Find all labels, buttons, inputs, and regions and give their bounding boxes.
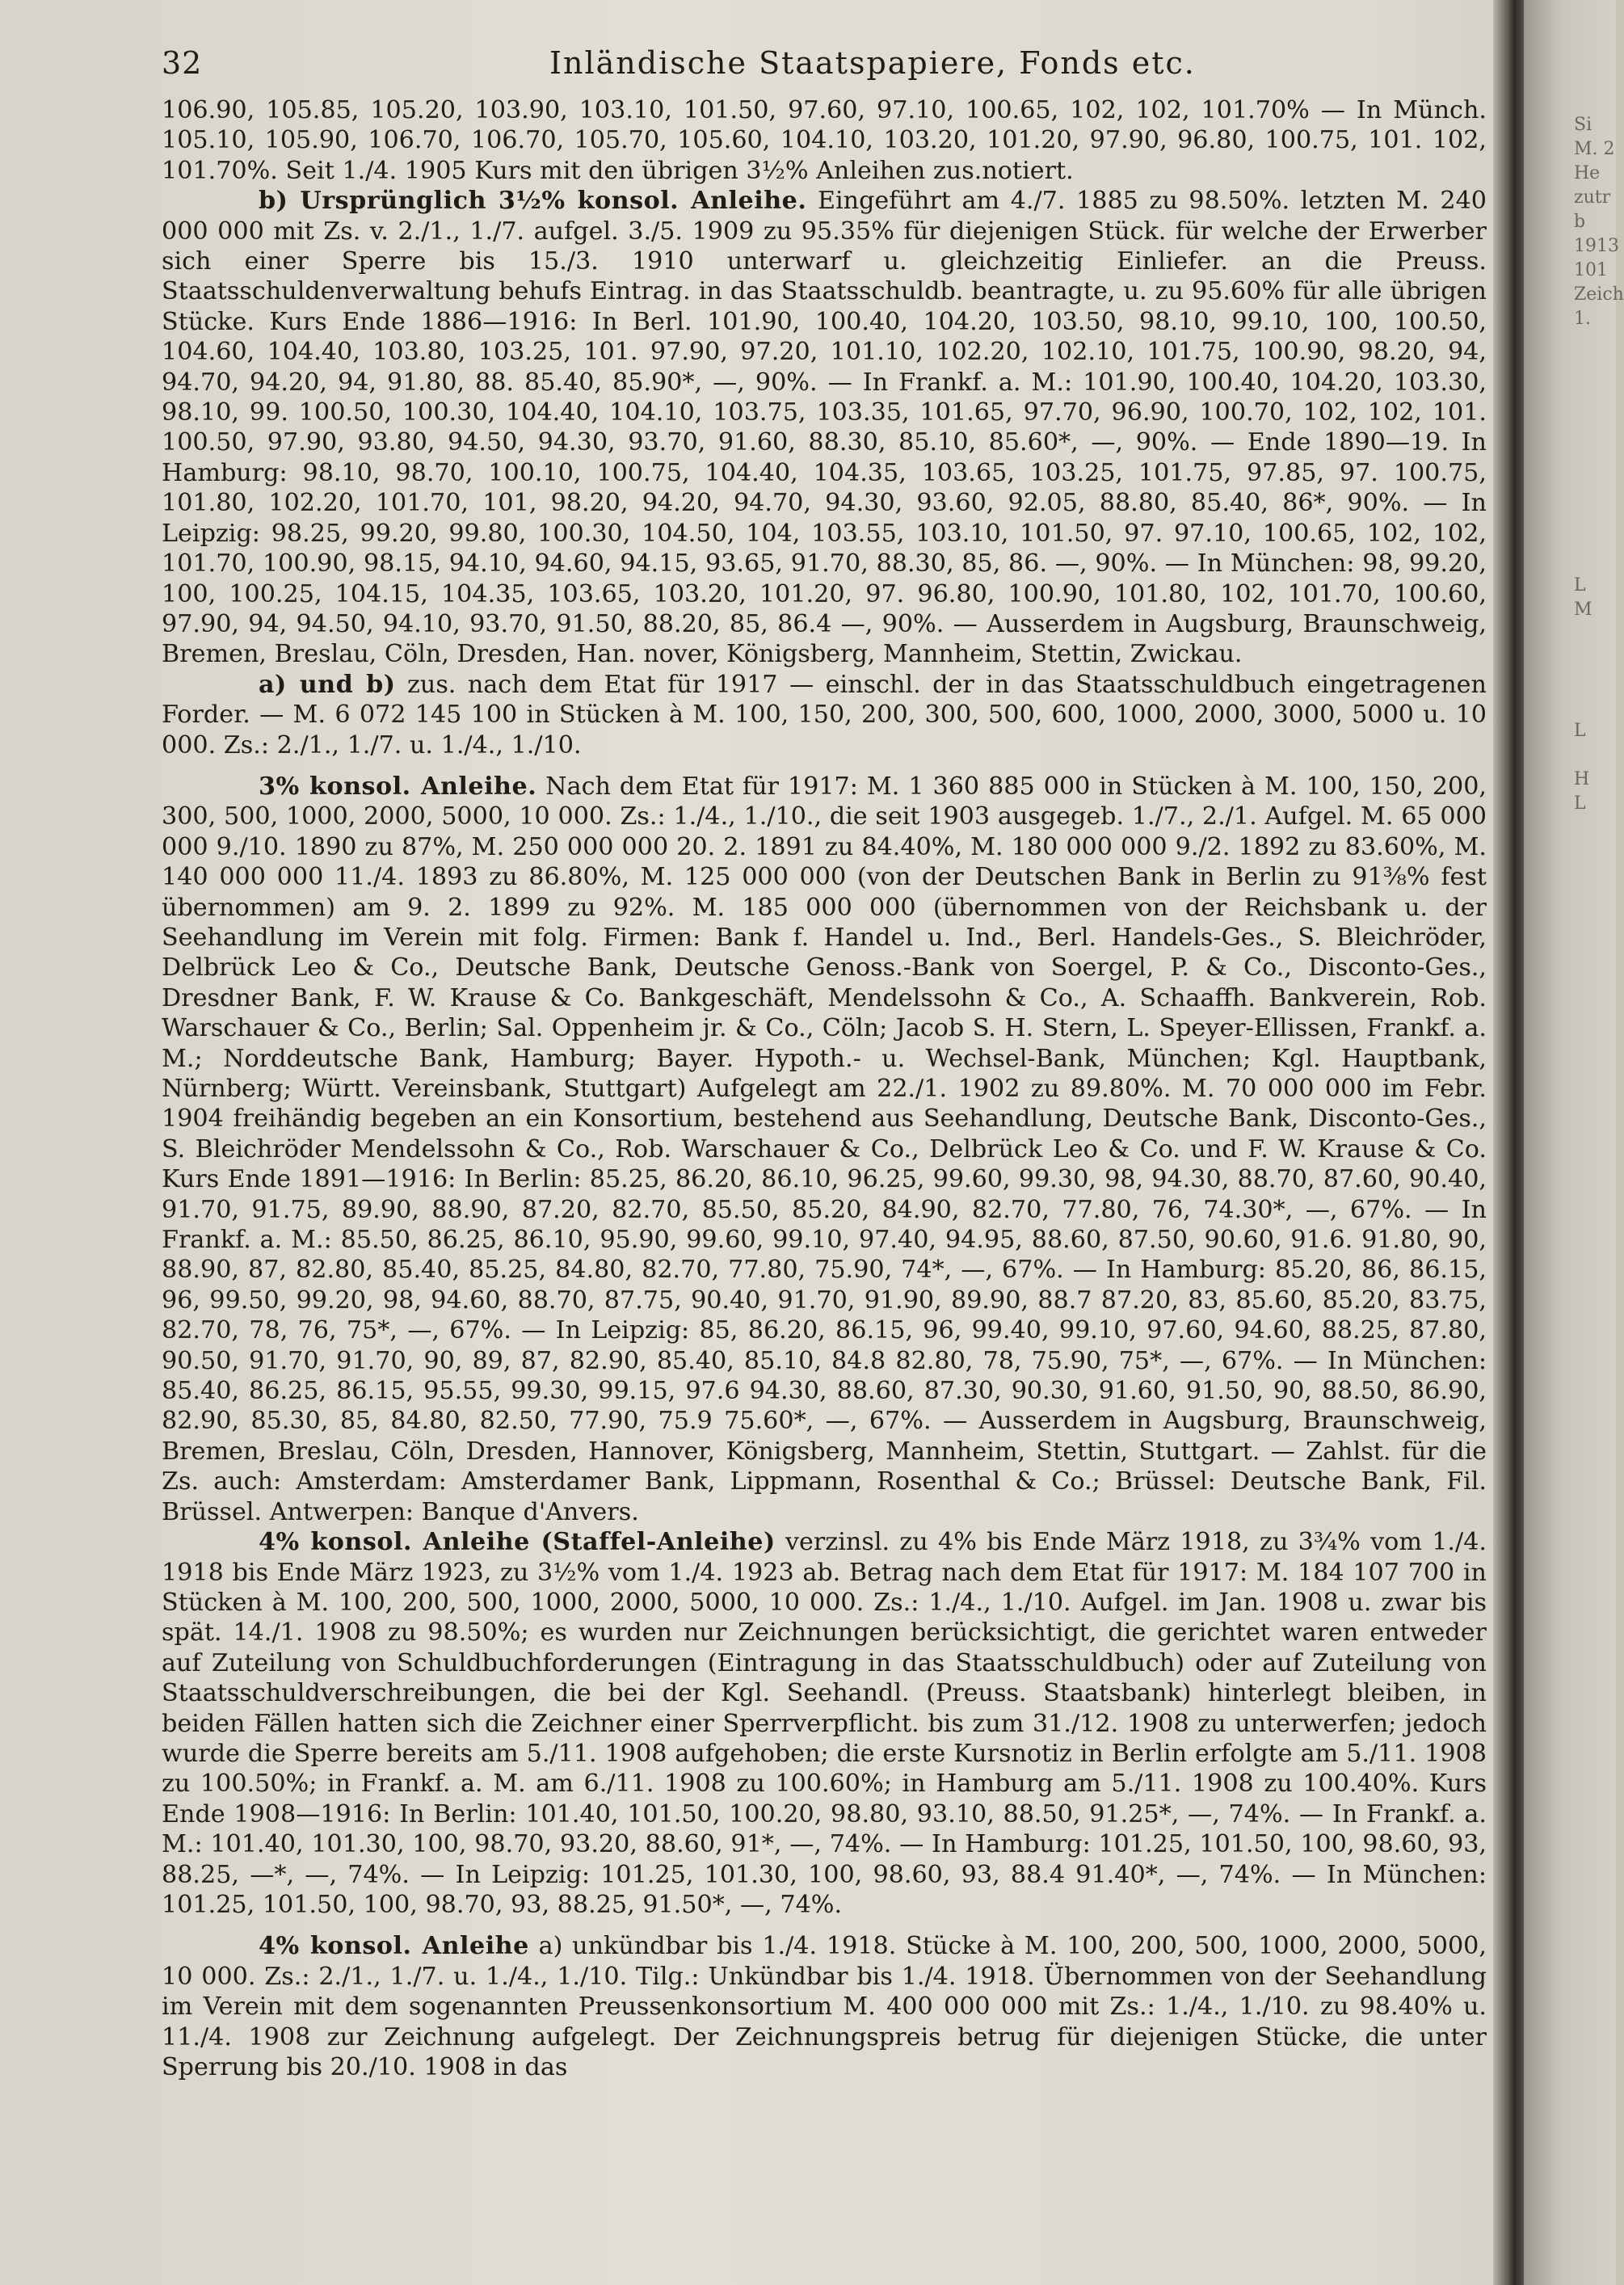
paragraph-4-percent-staffel-loan xyxy=(162,1527,1487,1920)
facing-page-edge xyxy=(1524,0,1624,2285)
paragraph-text: Nach dem Etat für 1917: M. 1 360 885 000 in Stücken à M. 100, 150, 200, 300, 500, 1000, 2000, 5000, 10 000. Zs.: 1./4., 1./10., die seit 1903 ausgegeb. 1./7., 2./1. Aufgel. M. 65 000 000 9./10. 1890 zu 87%, M. 250 000 000 20. 2. 1891 zu 84.40%, M. 180 000 000 9./2. 1892 zu 83.60%, M. 140 000 000 11./4. 1893 zu 86.80%, M. 125 000 000 (von der Deutschen Bank in Berlin zu 91⅜% fest übernommen) am 9. 2. 1899 zu 92%. M. 185 000 000 (übernommen von der Reichsbank u. der Seehandlung im Verein mit folg. Firmen: Bank f. Handel u. Ind., Berl. Handels-Ges., S. Bleichröder, Delbrück Leo & Co., Deutsche Bank, Deutsche Genoss.-Bank von Soergel, P. & Co., Disconto-Ges., Dresdner Bank, F. W. Krause & Co. Bankgeschäft, Mendelssohn & Co., A. Schaaffh. Bankverein, Rob. Warschauer & Co., Berlin; Sal. Oppenheim jr. & Co., Cöln; Jacob S. H. Stern, L. Speyer-Ellissen, Frankf. a. M.; Norddeutsche Bank, Hamburg; Bayer. Hypoth.- u. Wechsel-Bank, München; Kgl. Hauptbank, Nürnberg; Württ. Vereinsbank, Stuttgart) Aufgelegt am 22./1. 1902 zu 89.80%. M. 70 000 000 im Febr. 1904 freihändig begeben an ein Konsortium, bestehend aus Seehandlung, Deutsche Bank, Disconto-Ges., S. Bleichröder Mendelssohn & Co., Rob. Warschauer & Co., Delbrück Leo & Co. und F. W. Krause & Co. Kurs Ende 1891—1916: In Berlin: 85.25, 86.20, 86.10, 96.25, 99.60, 99.30, 98, 94.30, 88.70, 87.60, 90.40, 91.70, 91.75, 89.90, 88.90, 87.20, 82.70, 85.50, 85.20, 84.90, 82.70, 77.80, 76, 74.30*, —, 67%. — In Frankf. a. M.: 85.50, 86.25, 86.10, 95.90, 99.60, 99.10, 97.40, 94.95, 88.60, 87.50, 90.60, 91.6. 91.80, 90, 88.90, 87, 82.80, 85.40, 85.25, 84.80, 82.70, 77.80, 75.90, 74*, —, 67%. — In Hamburg: 85.20, 86, 86.15, 96, 99.50, 99.20, 98, 94.60, 88.70, 87.75, 90.40, 91.70, 91.90, 89.90, 88.7 87.20, 83, 85.60, 85.20, 83.75, 82.70, 78, 76, 75*, —, 67%. — In Leipzig: 85, 86.20, 86.15, 96, 99.40, 99.10, 97.60, 94.60, 88.25, 87.80, 90.50, 91.70, 91.70, 90, 89, 87, 82.90, 85.40, 85.10, 84.8 82.80, 78, 75.90, 75*, —, 67%. — In München: 85.40, 86.25, 86.15, 95.55, 99.30, 99.15, 97.6 94.30, 88.60, 87.30, 90.30, 91.60, 91.50, 90, 88.50, 86.90, 82.90, 85.30, 85, 84.80, 82.50, 77.90, 75.9 75.60*, —, 67%. — Ausserdem in Augsburg, Braunschweig, Bremen, Breslau, Cöln, Dresden, Hannover, Königsberg, Mannheim, Stettin, Stuttgart. — Zahlst. für die Zs. auch: Amsterdam: Amsterdamer Bank, Lippmann, Rosenthal & Co.; Brüssel: Deutsche Bank, Fil. Brüssel. Antwerpen: Banque d'Anvers. xyxy=(162,772,1487,1526)
book-gutter-shadow xyxy=(1493,0,1524,2285)
paragraph-text: zus. nach dem Etat für 1917 — einschl. der in das Staatsschuldbuch eingetragenen Forder. — M. 6 072 145 100 in Stücken à M. 100, 150, 200, 300, 500, 600, 1000, 2000, 3000, 5000 u. 10 000. Zs.: 2./1., 1./7. u. 1./4., 1./10. xyxy=(162,670,1487,760)
paragraph-lead: 4% konsol. Anleihe xyxy=(259,1932,529,1961)
paragraph-lead: a) und b) xyxy=(259,670,396,699)
page-body xyxy=(162,95,1487,2082)
paragraph-text: 106.90, 105.85, 105.20, 103.90, 103.10, 101.50, 97.60, 97.10, 100.65, 102, 102, 101.70% — In Münch. 105.10, 105.90, 106.70, 106.70, 105.70, 105.60, 104.10, 103.20, 101.20, 97.90, 96.80, 100.75, 101. 102, 101.70%. Seit 1./4. 1905 Kurs mit den übrigen 3½% Anleihen zus.notiert. xyxy=(162,96,1487,185)
paragraph-original-3-5-loan xyxy=(162,186,1487,670)
page-number: 32 xyxy=(162,45,203,81)
paragraph-lead: b) Ursprünglich 3½% konsol. Anleihe. xyxy=(259,187,807,216)
paragraph-text: Eingeführt am 4./7. 1885 zu 98.50%. letzten M. 240 000 000 mit Zs. v. 2./1., 1./7. aufgel. 3./5. 1909 zu 95.35% für diejenigen Stück. für welche der Erwerber sich einer Sperre bis 15./3. 1910 unterwarf u. gleichzeitig Einliefer. an die Preuss. Staatsschuldenverwaltung behufs Eintrag. in das Staatsschuldb. beantragte, u. zu 95.60% für alle übrigen Stücke. Kurs Ende 1886—1916: In Berl. 101.90, 100.40, 104.20, 103.50, 98.10, 99.10, 100, 100.50, 104.60, 104.40, 103.80, 103.25, 101. 97.90, 97.20, 101.10, 102.20, 102.10, 101.75, 100.90, 98.20, 94, 94.70, 94.20, 94, 91.80, 88. 85.40, 85.90*, —, 90%. — In Frankf. a. M.: 101.90, 100.40, 104.20, 103.30, 98.10, 99. 100.50, 100.30, 104.40, 104.10, 103.75, 103.35, 101.65, 97.70, 96.90, 100.70, 102, 102, 101. 100.50, 97.90, 93.80, 94.50, 94.30, 93.70, 91.60, 88.30, 85.10, 85.60*, —, 90%. — Ende 1890—19. In Hamburg: 98.10, 98.70, 100.10, 100.75, 104.40, 104.35, 103.65, 103.25, 101.75, 97.85, 97. 100.75, 101.80, 102.20, 101.70, 101, 98.20, 94.20, 94.70, 94.30, 93.60, 92.05, 88.80, 85.40, 86*, 90%. — In Leipzig: 98.25, 99.20, 99.80, 100.30, 104.50, 104, 103.55, 103.10, 101.50, 97. 97.10, 100.65, 102, 102, 101.70, 100.90, 98.15, 94.10, 94.60, 94.15, 93.65, 91.70, 88.30, 85, 86. —, 90%. — In München: 98, 99.20, 100, 100.25, 104.15, 104.35, 103.65, 103.20, 101.20, 97. 96.80, 100.90, 101.80, 102, 101.70, 100.60, 97.90, 94, 94.50, 94.10, 93.70, 91.50, 88.20, 85, 86.4 —, 90%. — Ausserdem in Augsburg, Braunschweig, Bremen, Breslau, Cöln, Dresden, Han. nover, Königsberg, Mannheim, Stettin, Zwickau. xyxy=(162,187,1487,669)
paragraph-lead: 3% konsol. Anleihe. xyxy=(259,772,537,801)
paragraph-lead: 4% konsol. Anleihe (Staffel-Anleihe) xyxy=(259,1528,776,1557)
paragraph-munich-prices xyxy=(162,95,1487,186)
paragraph-text: verzinsl. zu 4% bis Ende März 1918, zu 3¾% vom 1./4. 1918 bis Ende März 1923, zu 3½% vom 1./4. 1923 ab. Betrag nach dem Etat für 1917: M. 184 107 700 in Stücken à M. 100, 200, 500, 1000, 2000, 5000, 10 000. Zs.: 1./4., 1./10. Aufgel. im Jan. 1908 u. zwar bis spät. 14./1. 1908 zu 98.50%; es wurden nur Zeichnungen berücksichtigt, die gerichtet waren entweder auf Zuteilung von Schuldbuchforderungen (Eintragung in das Staatsschuldbuch) oder auf Zuteilung von Staatsschuldverschreibungen, die bei der Kgl. Seehandl. (Preuss. Staatsbank) hinterlegt bleiben, in beiden Fällen hatten sich die Zeichner einer Sperrverpflicht. bis zum 31./12. 1908 zu unterwerfen; jedoch wurde die Sperre bereits am 5./11. 1908 aufgehoben; die erste Kursnotiz in Berlin erfolgte am 5./11. 1908 zu 100.50%; in Frankf. a. M. am 6./11. 1908 zu 100.60%; in Hamburg am 5./11. 1908 zu 100.40%. Kurs Ende 1908—1916: In Berlin: 101.40, 101.50, 100.20, 98.80, 93.10, 88.50, 91.25*, —, 74%. — In Frankf. a. M.: 101.40, 101.30, 100, 98.70, 93.20, 88.60, 91*, —, 74%. — In Hamburg: 101.25, 101.50, 100, 98.60, 93, 88.25, —*, —, 74%. — In Leipzig: 101.25, 101.30, 100, 98.60, 93, 88.4 91.40*, —, 74%. — In München: 101.25, 101.50, 100, 98.70, 93, 88.25, 91.50*, —, 74%. xyxy=(162,1528,1487,1919)
paragraph-3-percent-loan xyxy=(162,772,1487,1527)
paragraph-4-percent-loan xyxy=(162,1931,1487,2082)
running-title: Inländische Staatspapiere, Fonds etc. xyxy=(549,45,1196,81)
paragraph-a-and-b-combined xyxy=(162,670,1487,760)
facing-page-text-fragments: Si M. 2 He zutr b 1913 101 Zeich 1. L M L H L xyxy=(1574,115,1624,814)
paragraph-text: a) unkündbar bis 1./4. 1918. Stücke à M. 100, 200, 500, 1000, 2000, 5000, 10 000. Zs.: 2./1., 1./7. u. 1./4., 1./10. Tilg.: Unkündbar bis 1./4. 1918. Übernommen von der Seehandlung im Verein mit dem sogenannten Preussenkonsortium M. 400 000 000 mit Zs.: 1./4., 1./10. zu 98.40% u. 11./4. 1908 zur Zeichnung aufgelegt. Der Zeichnungspreis betrug für diejenigen Stücke, die unter Sperrung bis 20./10. 1908 in das xyxy=(162,1932,1487,2081)
running-header xyxy=(162,45,1479,94)
